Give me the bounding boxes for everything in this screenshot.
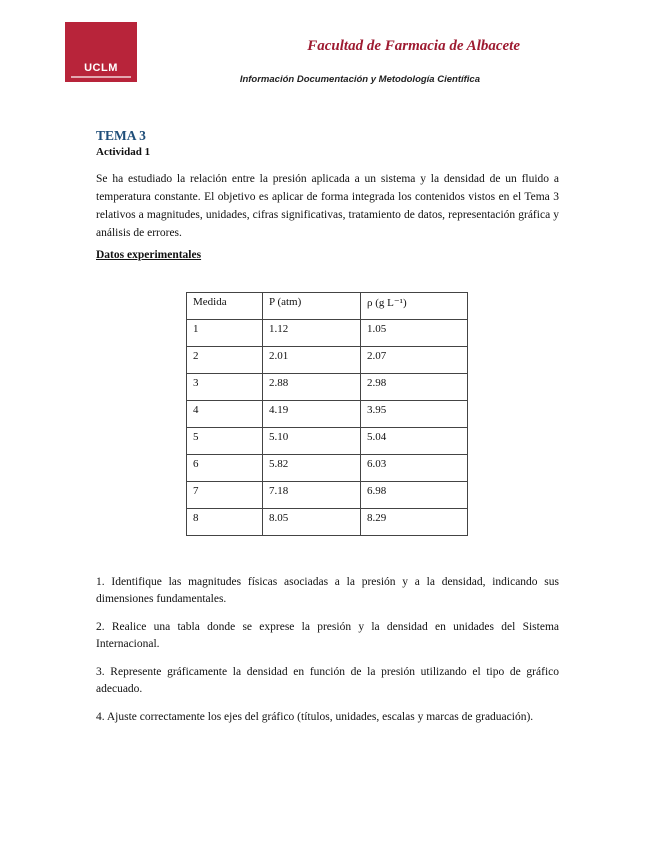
table-row [187,455,468,482]
cell-presion: 2.88 [263,374,361,401]
cell-presion: 5.82 [263,455,361,482]
question-2: 2. Realice una tabla donde se exprese la presión y la densidad en unidades del Sistema Internacional. [96,621,559,650]
data-table [186,292,468,536]
table-row [187,320,468,347]
cell-medida: 4 [187,401,263,428]
course-subtitle: Información Documentación y Metodología Científica [239,74,480,85]
cell-presion: 7.18 [263,482,361,509]
table-row [187,509,468,536]
faculty-title: Facultad de Farmacia de Albacete [307,38,520,54]
header-medida: Medida [187,293,263,320]
cell-medida: 6 [187,455,263,482]
tema-heading: TEMA 3 [96,128,146,143]
cell-presion: 8.05 [263,509,361,536]
cell-presion: 5.10 [263,428,361,455]
uclm-logo [65,22,137,82]
table-row [187,482,468,509]
cell-densidad: 2.98 [361,374,468,401]
table-header-row [187,293,468,320]
cell-densidad: 1.05 [361,320,468,347]
table-row [187,428,468,455]
cell-medida: 8 [187,509,263,536]
cell-densidad: 5.04 [361,428,468,455]
datos-heading: Datos experimentales [96,249,202,261]
question-3: 3. Represente gráficamente la densidad en función de la presión utilizando el tipo de gráfico adecuado. [96,666,559,695]
cell-densidad: 6.98 [361,482,468,509]
cell-medida: 3 [187,374,263,401]
cell-medida: 1 [187,320,263,347]
cell-densidad: 3.95 [361,401,468,428]
table-row [187,347,468,374]
cell-presion: 2.01 [263,347,361,374]
actividad-heading: Actividad 1 [96,146,151,158]
cell-presion: 1.12 [263,320,361,347]
table-row [187,374,468,401]
cell-densidad: 8.29 [361,509,468,536]
cell-medida: 5 [187,428,263,455]
header-densidad: ρ (g L⁻¹) [361,293,468,320]
cell-densidad: 2.07 [361,347,468,374]
table-row [187,401,468,428]
cell-presion: 4.19 [263,401,361,428]
question-4: 4. Ajuste correctamente los ejes del gráfico (títulos, unidades, escalas y marcas de graduación). [96,711,534,723]
cell-medida: 2 [187,347,263,374]
logo-underline [71,76,131,78]
question-1: 1. Identifique las magnitudes físicas asociadas a la presión y a la densidad, indicando sus dimensiones fundamentales. [96,576,559,605]
cell-densidad: 6.03 [361,455,468,482]
cell-medida: 7 [187,482,263,509]
logo-text: UCLM [84,62,118,74]
intro-paragraph: Se ha estudiado la relación entre la presión aplicada a un sistema y la densidad de un fluido a temperatura constante. El objetivo es aplicar de forma integrada los contenidos vistos en el Tema 3 relativos a magnitudes, unidades, cifras significativas, tratamiento de datos, representación gráfica y análisis de errores. [96,173,559,239]
header-presion: P (atm) [263,293,361,320]
